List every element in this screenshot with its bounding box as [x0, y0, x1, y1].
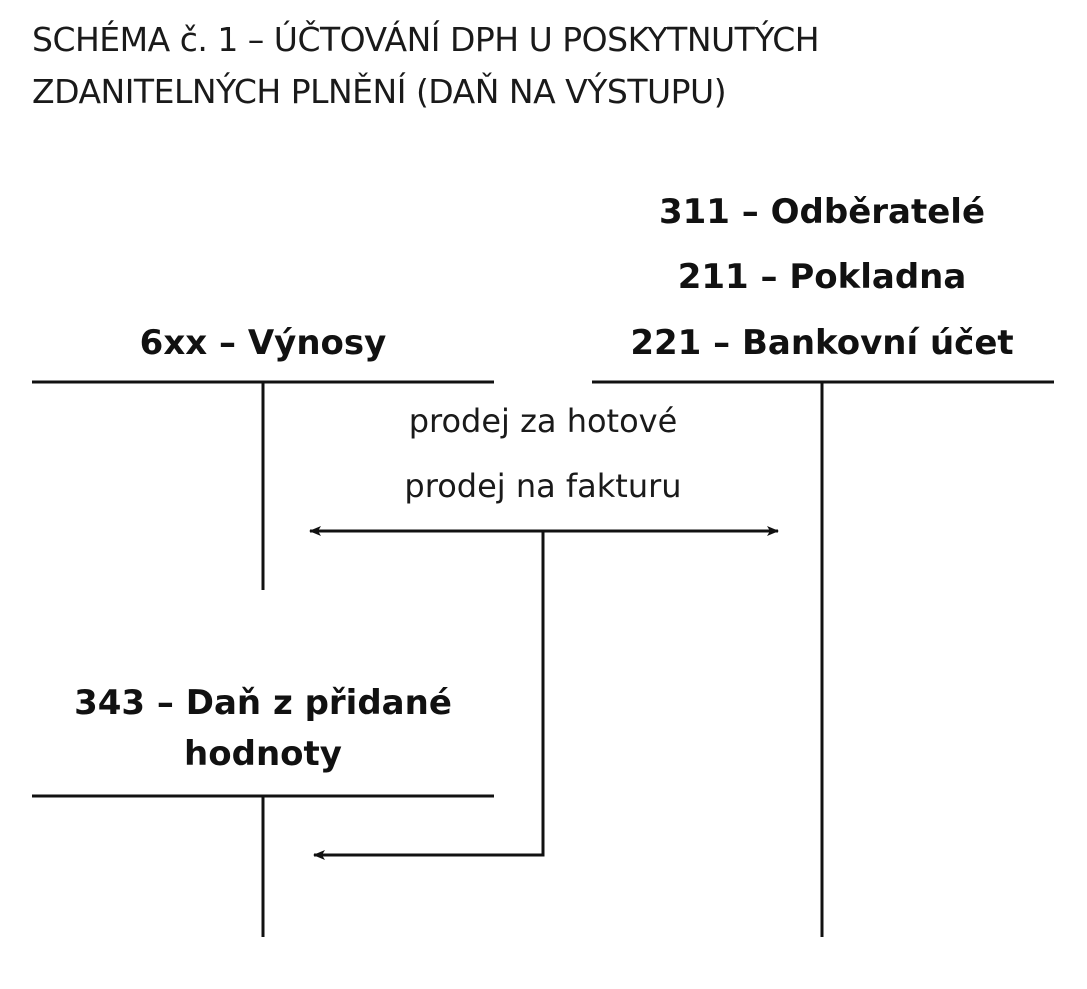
account-211-label: 211 – Pokladna [677, 257, 967, 297]
diagram-title-line-2: ZDANITELNÝCH PLNĚNÍ (DAŇ NA VÝSTUPU) [32, 72, 727, 111]
invoice-sale-label: prodej na fakturu [404, 467, 682, 505]
diagram-title-line-1: SCHÉMA č. 1 – ÚČTOVÁNÍ DPH U POSKYTNUTÝCH [32, 20, 820, 59]
cash-sale-label: prodej za hotové [408, 402, 678, 440]
account-343-label-line-2: hodnoty [184, 734, 342, 774]
vat-arrow [314, 531, 543, 855]
account-311-label: 311 – Odběratelé [658, 192, 986, 232]
account-221-label: 221 – Bankovní účet [630, 323, 1014, 363]
account-6xx-label: 6xx – Výnosy [139, 323, 387, 363]
account-343-label-line-1: 343 – Daň z přidané [74, 683, 452, 723]
